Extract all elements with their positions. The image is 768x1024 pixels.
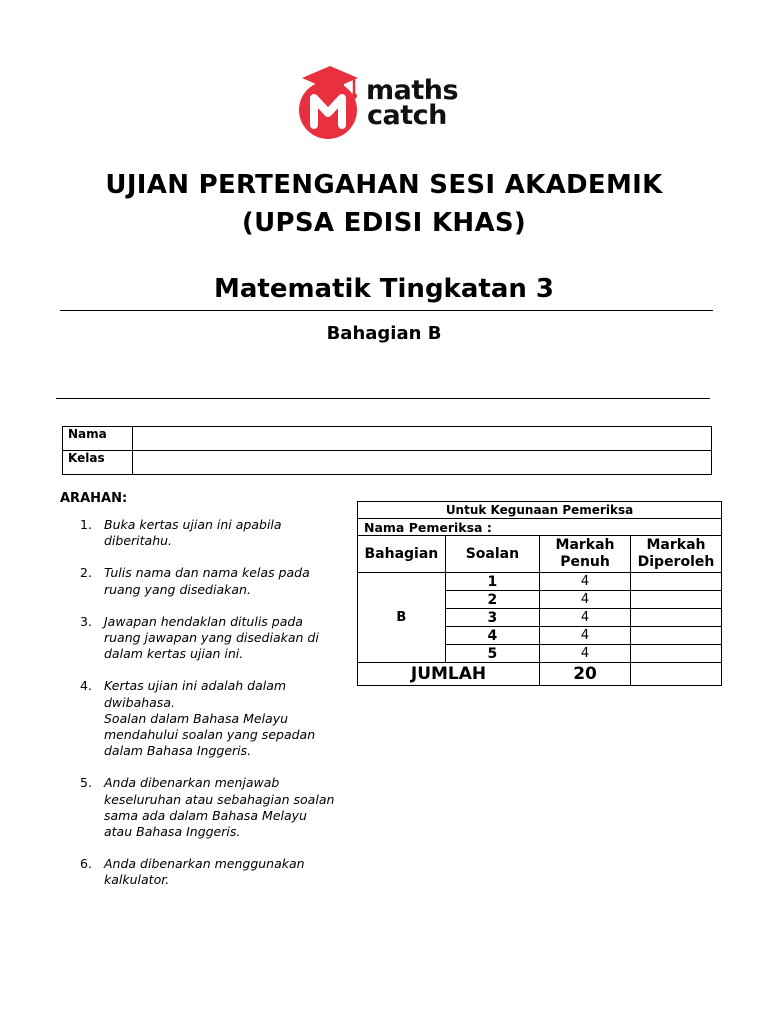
full-marks: 4 <box>540 645 631 663</box>
column-header-section: Bahagian <box>358 536 446 573</box>
instruction-text: Jawapan hendaklan ditulis pada ruang jawapan yang disediakan di dalam kertas ujian ini. <box>104 613 319 662</box>
name-row <box>63 427 712 451</box>
logo-badge-icon <box>290 58 370 142</box>
question-number: 5 <box>445 645 539 663</box>
question-number: 1 <box>445 573 539 591</box>
total-label: JUMLAH <box>358 663 540 686</box>
logo-word-catch: catch <box>367 100 447 131</box>
total-marks-obtained[interactable] <box>631 663 722 686</box>
exam-title-line2: (UPSA EDISI KHAS) <box>241 208 527 238</box>
marks-obtained[interactable] <box>631 645 722 663</box>
full-marks: 4 <box>540 627 631 645</box>
table-row <box>358 573 722 591</box>
logo-wordmark <box>366 75 459 131</box>
name-label: Nama <box>63 427 133 451</box>
full-marks: 4 <box>540 591 631 609</box>
full-marks: 4 <box>540 609 631 627</box>
instruction-number: 2. <box>80 565 92 581</box>
name-field[interactable] <box>133 427 712 451</box>
column-header-question: Soalan <box>445 536 539 573</box>
marks-obtained[interactable] <box>631 591 722 609</box>
instruction-number: 4. <box>80 678 92 694</box>
instruction-number: 3. <box>80 613 92 629</box>
column-header-full-marks: Markah Penuh <box>540 536 631 573</box>
subject-title: Matematik Tingkatan 3 <box>213 274 555 304</box>
marks-obtained[interactable] <box>631 609 722 627</box>
divider-top <box>60 310 713 311</box>
instruction-text: Anda dibenarkan menjawab keseluruhan atau sebahagian soalan sama ada dalam Bahasa Melayu atau Bahasa Inggeris. <box>104 775 335 840</box>
instruction-number: 1. <box>80 517 92 532</box>
instruction-text: Anda dibenarkan menggunakan kalkulator. <box>104 856 305 888</box>
maths-catch-logo <box>290 58 480 142</box>
question-number: 4 <box>445 627 539 645</box>
marks-obtained[interactable] <box>631 573 722 591</box>
question-number: 2 <box>445 591 539 609</box>
instruction-item <box>80 517 350 549</box>
class-row <box>63 451 712 475</box>
instruction-text: Buka kertas ujian ini apabila diberitahu. <box>104 517 282 549</box>
class-field[interactable] <box>133 451 712 475</box>
instruction-text: Tulis nama dan nama kelas pada ruang yang disediakan. <box>104 565 310 597</box>
instruction-number: 6. <box>80 856 92 872</box>
logo-word-maths: maths <box>366 75 459 106</box>
student-details-table <box>62 426 712 475</box>
instruction-text: Kertas ujian ini adalah dalam dwibahasa. Soalan dalam Bahasa Melayu mendahului soalan yang sepadan dalam Bahasa Inggeris. <box>104 678 316 759</box>
instruction-item <box>80 775 350 840</box>
examiner-name-label: Nama Pemeriksa : <box>358 519 722 536</box>
instruction-item <box>80 856 350 888</box>
instructions-list <box>80 517 350 905</box>
marks-obtained[interactable] <box>631 627 722 645</box>
total-full-marks: 20 <box>540 663 631 686</box>
column-header-marks-obtained: Markah Diperoleh <box>631 536 722 573</box>
instruction-number: 5. <box>80 775 92 791</box>
instruction-item <box>80 678 350 759</box>
instruction-item <box>80 614 350 663</box>
question-number: 3 <box>445 609 539 627</box>
examiner-table <box>357 501 722 686</box>
instruction-item <box>80 565 350 597</box>
exam-title-line1: UJIAN PERTENGAHAN SESI AKADEMIK <box>105 170 663 200</box>
class-label: Kelas <box>63 451 133 475</box>
part-title: Bahagian B <box>326 323 442 344</box>
full-marks: 4 <box>540 573 631 591</box>
section-cell: B <box>358 573 446 663</box>
total-row <box>358 663 722 686</box>
instructions-title: ARAHAN: <box>60 491 128 506</box>
examiner-table-header: Untuk Kegunaan Pemeriksa <box>358 502 722 519</box>
divider-bottom <box>56 398 710 399</box>
